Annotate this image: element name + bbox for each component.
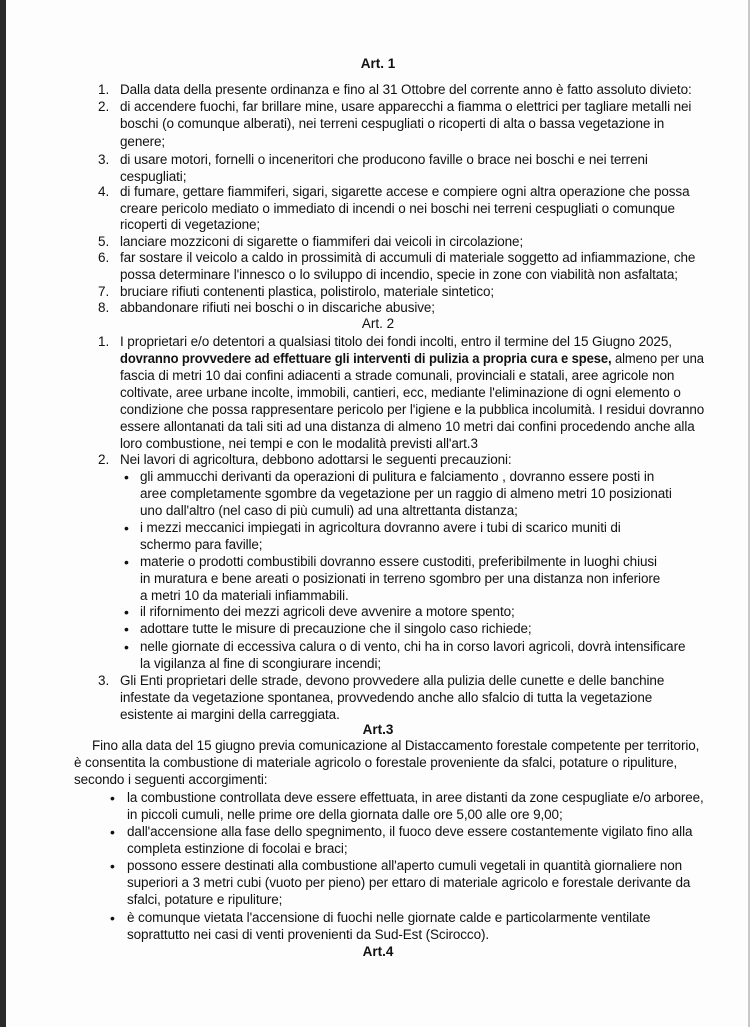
art3-bullet-text: è comunque vietata l'accensione di fuochi nelle giornate calde e particolarmente ventilate [127,910,651,925]
document-content [6,0,750,1027]
art2-item-text: essere allontanati da tali siti ad una distanza di almeno 10 metri dai confini procedendo anche alla [120,419,695,434]
art3-bullet-text: sfalci, potature e ripuliture; [127,892,283,907]
art4-heading: Art.4 [362,944,394,959]
art1-item-number: 8. [98,300,110,315]
art2-item-text: Gli Enti proprietari delle strade, devono provvedere alla pulizia delle cunette e delle banchine [120,673,665,688]
art1-item-text: cespugliati; [120,169,187,184]
art3-bullet-text: la combustione controllata deve essere effettuata, in aree distanti da zone cespugliate e/o arboree, [127,790,704,805]
art2-item-number: 1. [98,334,110,349]
art2-item-text-rest: almeno per una [611,351,704,366]
art2-heading: Art. 2 [361,316,395,331]
art1-item-number: 7. [98,284,110,299]
art2-bullet-text: schermo para faville; [140,537,263,552]
bullet-icon: • [110,824,115,840]
art2-bullet-text: a metri 10 da materiali infiammabili. [140,588,349,603]
art2-item-text: Nei lavori di agricoltura, debbono adottarsi le seguenti precauzioni: [120,452,512,467]
art1-item-number: 6. [98,250,110,265]
art3-bullet-text: soprattutto nei casi di venti provenienti da Sud-Est (Scirocco). [127,927,490,942]
art2-bold-obligation: dovranno provvedere ad effettuare gli interventi di pulizia a propria cura e spese, [120,351,612,366]
art2-bullet-text: il rifornimento dei mezzi agricoli deve avvenire a motore spento; [140,604,515,619]
art2-item-text: esistente ai margini della carreggiata. [120,707,340,722]
art2-bullet-text: aree completamente sgombre da vegetazione per un raggio di almeno metri 10 posizionati [140,486,672,501]
art1-item-number: 5. [98,234,110,249]
art2-bullet-text: uno dall'altro (nel caso di più cumuli) ad una altrettanta distanza; [140,503,518,518]
art3-bullet-text: possono essere destinati alla combustione all'aperto cumuli vegetali in quantità giornaliere non [127,858,683,873]
art1-item-text: genere; [120,134,166,149]
bullet-icon: • [110,858,115,874]
art3-heading: Art.3 [362,722,394,737]
art1-item-number: 1. [98,82,110,97]
art1-item-text: di fumare, gettare fiammiferi, sigari, sigarette accese e compiere ogni altra operazione che possa [120,184,690,199]
bullet-icon: • [124,469,129,485]
art2-bullet-text: materie o prodotti combustibili dovranno essere custoditi, preferibilmente in luoghi chiusi [140,554,657,569]
art2-bullet-text: gli ammucchi derivanti da operazioni di pulitura e falciamento , dovranno essere posti in [140,469,655,484]
art1-item-text: boschi (o comunque alberati), nei terreni cespugliati o ricoperti di alta o bassa vegetazione in [120,116,665,131]
art1-item-text: creare pericolo mediato o immediato di incendi o nei boschi nei terreni cespugliati o comunque [120,201,675,216]
art2-item-text: I proprietari e/o detentori a qualsiasi titolo dei fondi incolti, entro il termine del 15 Giugno 2025, [120,334,672,349]
art2-item-text [120,351,704,367]
document-page [6,0,750,1027]
art1-item-text: possa determinare l'innesco o lo sviluppo di incendio, specie in zone con viabilità non asfaltata; [120,267,678,282]
art3-intro-text: secondo i seguenti accorgimenti: [74,772,268,787]
art2-bullet-text: la vigilanza al fine di scongiurare incendi; [140,656,381,671]
bullet-icon: • [124,621,129,637]
art1-item-number: 3. [98,152,110,167]
art2-bullet-text: adottare tutte le misure di precauzione che il singolo caso richiede; [140,621,532,636]
art1-item-text: ricoperti di vegetazione; [120,217,261,232]
art3-bullet-text: superiori a 3 metri cubi (vuoto per pieno) per ettaro di materiale agricolo e forestale derivante da [127,875,691,890]
bullet-icon: • [124,520,129,536]
art1-item-text: abbandonare rifiuti nei boschi o in discariche abusive; [120,300,435,315]
art3-bullet-text: in piccoli cumuli, nelle prime ore della giornata dalle ore 5,00 alle ore 9,00; [127,807,563,822]
art2-item-number: 2. [98,452,110,467]
art3-intro-text: Fino alla data del 15 giugno previa comunicazione al Distaccamento forestale competente per territorio, [92,738,700,753]
art1-item-text: far sostare il veicolo a caldo in prossimità di accumuli di materiale soggetto ad infiammazione, che [120,250,696,265]
art1-item-text: di accendere fuochi, far brillare mine, usare apparecchi a fiamma o elettrici per tagliare metalli nei [120,99,692,114]
art2-item-text: condizione che possa rappresentare pericolo per l'igiene e la pubblica incolumità. I residui dovranno [120,402,705,417]
art2-item-text: infestate da vegetazione spontanea, provvedendo anche allo sfalcio di tutta la vegetazione [120,690,653,705]
bullet-icon: • [124,554,129,570]
art2-item-text: loro combustione, nei tempi e con le modalità previsti all'art.3 [120,436,478,451]
art3-bullet-text: dall'accensione alla fase dello spegnimento, il fuoco deve essere costantemente vigilato fino alla [127,824,693,839]
art2-item-number: 3. [98,673,110,688]
art3-intro-text: è consentita la combustione di materiale agricolo o forestale proveniente da sfalci, potature o ripuliture, [74,755,678,770]
art2-bullet-text: i mezzi meccanici impiegati in agricoltura dovranno avere i tubi di scarico muniti di [140,520,621,535]
bullet-icon: • [110,910,115,926]
bullet-icon: • [110,790,115,806]
art1-item-number: 4. [98,184,110,199]
art2-bullet-text: in muratura e bene areati o posizionati in terreno sgombro per una distanza non inferiore [140,571,661,586]
bullet-icon: • [124,604,129,620]
art1-heading: Art. 1 [360,56,396,71]
bullet-icon: • [124,639,129,655]
art1-item-number: 2. [98,99,110,114]
art1-item-text: Dalla data della presente ordinanza e fino al 31 Ottobre del corrente anno è fatto assoluto divieto: [120,82,692,97]
art2-bullet-text: nelle giornate di eccessiva calura o di vento, chi ha in corso lavori agricoli, dovrà intensificare [140,639,686,654]
art3-bullet-text: completa estinzione di focolai e braci; [127,841,348,856]
art2-item-text: coltivate, aree urbane incolte, immobili, cantieri, ecc, mediante l'eliminazione di ogni elemento o [120,385,681,400]
art1-item-text: di usare motori, fornelli o inceneritori che producono faville o brace nei boschi e nei terreni [120,152,648,167]
art1-item-text: bruciare rifiuti contenenti plastica, polistirolo, materiale sintetico; [120,284,495,299]
art2-item-text: fascia di metri 10 dai confini adiacenti a strade comunali, provinciali e statali, aree agricole non [120,368,675,383]
art1-item-text: lanciare mozziconi di sigarette o fiammiferi dai veicoli in circolazione; [120,234,524,249]
